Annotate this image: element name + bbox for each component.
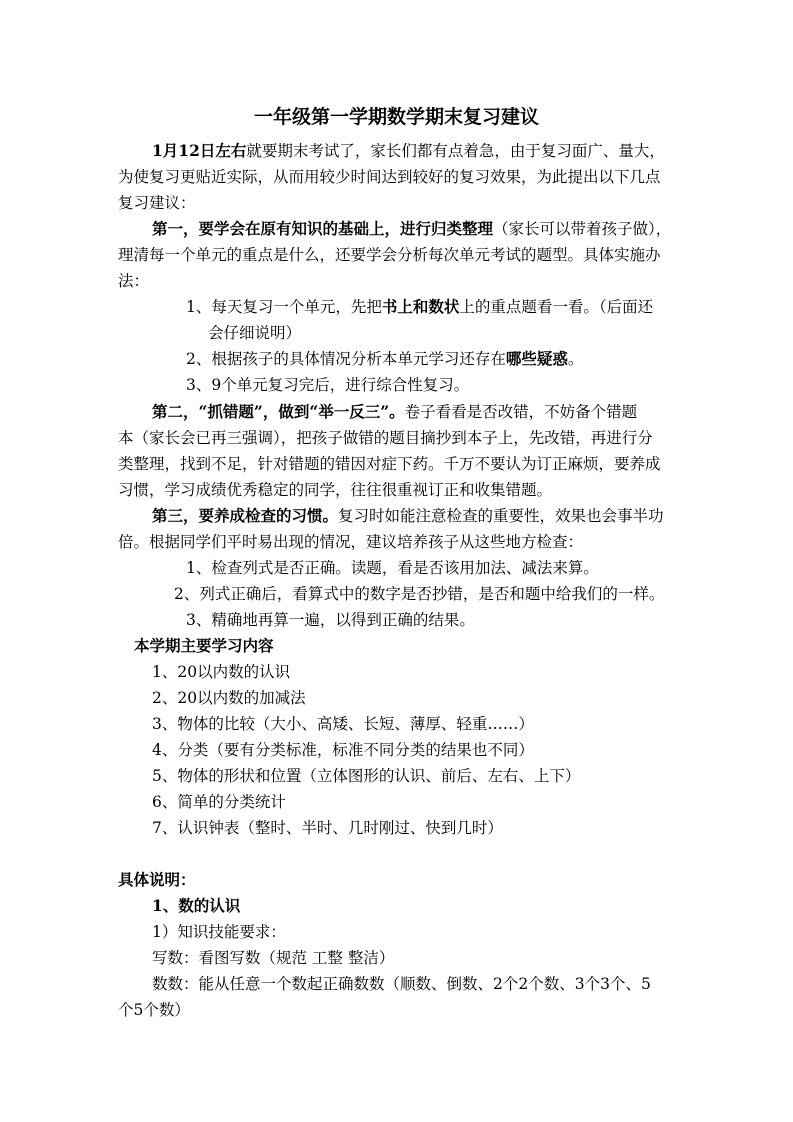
first-item-2-pre: 2、根据孩子的具体情况分析本单元学习还存在: [186, 350, 506, 368]
details-heading: 具体说明：: [118, 870, 196, 889]
intro-line-1-text: 就要期末考试了，家长们都有点着急，由于复习面广、量大，: [246, 142, 665, 160]
contents-item: 7、认识钟表（整时、半时、几时刚过、快到几时）: [152, 819, 503, 837]
second-heading-bold: 第二，“抓错题”，做到“举一反三”。: [152, 402, 405, 421]
first-line-3: 法：: [118, 272, 150, 290]
contents-item: 1、20以内数的认识: [152, 663, 291, 681]
third-line-1-text: 复习时如能注意检查的重要性，效果也会事半功: [338, 507, 664, 525]
second-line-4: 习惯，学习成绩优秀稳定的同学，往往很重视订正和收集错题。: [118, 481, 553, 499]
details-count-line-2: 个5个数）: [118, 1001, 190, 1019]
first-heading-bold: 第一，要学会在原有知识的基础上，进行归类整理: [152, 219, 494, 238]
details-write: 写数：看图写数（规范 工整 整洁）: [152, 949, 395, 967]
third-item-3: 3、精确地再算一遍，以得到正确的结果。: [186, 611, 475, 629]
first-item-2-bold: 哪些疑惑: [505, 349, 568, 368]
second-line-2: 本（家长会已再三强调），把孩子做错的题目摘抄到本子上，先改错，再进行分: [118, 429, 653, 447]
details-requirements: 1）知识技能要求：: [152, 923, 286, 941]
first-item-2: [186, 346, 583, 372]
contents-item: 6、简单的分类统计: [152, 793, 286, 811]
first-item-1-cont: 会仔细说明）: [208, 324, 302, 342]
intro-date-bold: 1月12日左右: [152, 141, 247, 160]
intro-line-1: [152, 138, 665, 164]
first-item-1: [186, 294, 653, 320]
details-subheading: 1、数的认识: [152, 896, 241, 915]
contents-item: 5、物体的形状和位置（立体图形的认识、前后、左右、上下）: [152, 767, 581, 785]
second-line-1: [152, 399, 637, 425]
first-line-1: [152, 216, 671, 242]
third-heading-bold: 第三，要养成检查的习惯。: [152, 506, 339, 525]
first-item-1-post: 上的重点题看一看。（后面还: [459, 298, 654, 316]
first-item-1-pre: 1、每天复习一个单元，先把: [186, 298, 382, 316]
details-count-line-1: 数数：能从任意一个数起正确数数（顺数、倒数、2个2个数、3个3个、5: [152, 975, 651, 993]
intro-line-2: 为使复习更贴近实际，从而用较少时间达到较好的复习效果，为此提出以下几点: [118, 168, 661, 186]
first-line-2: 理清每一个单元的重点是什么，还要学会分析每次单元考试的题型。具体实施办: [118, 246, 661, 264]
first-item-3: 3、9个单元复习完后，进行综合性复习。: [186, 376, 470, 394]
contents-heading: 本学期主要学习内容: [134, 636, 274, 655]
third-line-2: 倍。根据同学们平时易出现的情况，建议培养孩子从这些地方检查：: [118, 533, 584, 551]
contents-item: 3、物体的比较（大小、高矮、长短、薄厚、轻重……）: [152, 715, 534, 733]
document-title: 一年级第一学期数学期末复习建议: [253, 106, 539, 128]
first-line-1-text: （家长可以带着孩子做），: [493, 220, 672, 238]
contents-item: 4、分类（要有分类标准，标准不同分类的结果也不同）: [152, 741, 534, 759]
first-item-2-post: 。: [567, 350, 584, 368]
first-item-1-bold: 书上和数状: [381, 297, 460, 316]
contents-item: 2、20以内数的加减法: [152, 689, 306, 707]
second-line-3: 类整理，找到不足，针对错题的错因对症下药。千万不要认为订正麻烦，要养成: [118, 455, 661, 473]
second-line-1-text: 卷子看看是否改错，不妨备个错题: [404, 403, 638, 421]
intro-line-3: 复习建议：: [118, 194, 196, 212]
third-item-1: 1、检查列式是否正确。读题，看是否该用加法、减法来算。: [186, 559, 599, 577]
third-item-2: 2、列式正确后，看算式中的数字是否抄错，是否和题中给我们的一样。: [174, 585, 665, 603]
third-line-1: [152, 503, 664, 529]
